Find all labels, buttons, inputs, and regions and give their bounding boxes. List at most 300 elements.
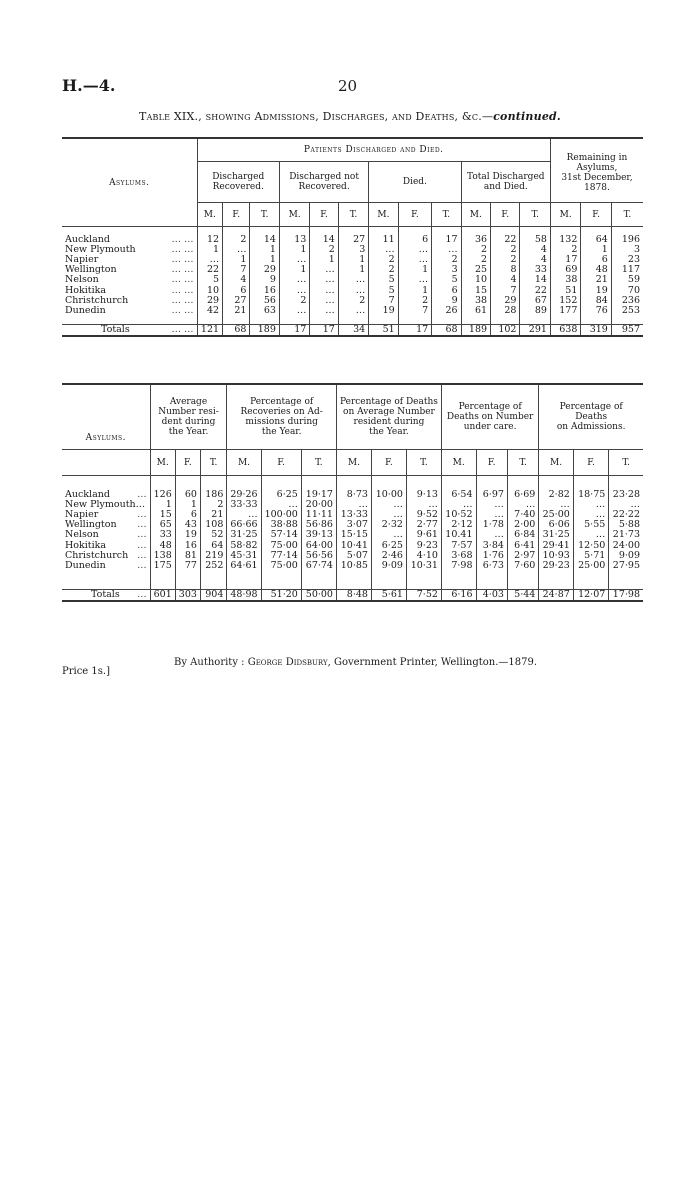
value-cell: 10·52 [441, 510, 476, 520]
spacer-cell [609, 571, 643, 589]
spacer-cell [573, 571, 609, 589]
asylum-name: Nelson [65, 529, 99, 541]
avg-label-2: Number resi- [158, 407, 219, 417]
spacer-cell [611, 316, 643, 324]
value-cell: 67 [520, 296, 550, 306]
value-cell: … [227, 510, 261, 520]
asylums-header-2: Asylums. [62, 384, 150, 450]
value-cell: 7·98 [441, 561, 476, 571]
value-cell: … [261, 500, 301, 510]
leader-dots: … … [171, 304, 194, 316]
asylum-name: Napier [65, 253, 99, 265]
average-resident-header [150, 384, 227, 450]
column-header-m: M. [539, 450, 573, 476]
totals-row [62, 589, 643, 601]
value-cell: 9·52 [406, 510, 441, 520]
value-cell: 29 [491, 296, 520, 306]
rec-label-2: Recoveries on Ad- [240, 407, 323, 417]
value-cell: … [338, 306, 368, 316]
asylum-name: Totals [91, 588, 120, 600]
avg-label-1: Average [169, 397, 208, 407]
value-cell: 24·00 [609, 541, 643, 551]
value-cell: 5·61 [371, 589, 406, 601]
value-cell: 2·32 [371, 520, 406, 530]
asylum-name: Napier [65, 508, 99, 520]
value-cell: 1 [250, 245, 279, 255]
spacer-cell [461, 316, 490, 324]
value-cell: 108 [200, 520, 226, 530]
value-cell: 70 [611, 286, 643, 296]
value-cell: 2 [369, 255, 398, 265]
value-cell: 3 [338, 245, 368, 255]
spacer-cell [371, 571, 406, 589]
asylum-name: New Plymouth [65, 243, 136, 255]
dr-label-1: Discharged [212, 172, 265, 182]
value-cell: 2·77 [406, 520, 441, 530]
value-cell: 319 [581, 324, 611, 336]
value-cell: 6 [432, 286, 461, 296]
asylum-name: Auckland [65, 488, 110, 500]
spacer-cell [336, 476, 371, 490]
value-cell: 638 [550, 324, 580, 336]
asylum-name: Auckland [65, 233, 110, 245]
value-cell: 20·00 [301, 500, 336, 510]
value-cell: … [310, 286, 338, 296]
value-cell: 27 [223, 296, 250, 306]
value-cell: 2 [432, 255, 461, 265]
value-cell: 50·00 [301, 589, 336, 601]
value-cell: 64 [200, 541, 226, 551]
leader-dots: … [137, 529, 147, 541]
value-cell: 5 [197, 275, 223, 285]
table-row [62, 265, 643, 275]
spacer-cell [62, 316, 197, 324]
value-cell: 13 [279, 235, 309, 245]
value-cell: 27·95 [609, 561, 643, 571]
column-header-t: T. [611, 203, 643, 227]
spacer-cell [200, 571, 226, 589]
value-cell: 27 [338, 235, 368, 245]
value-cell: 2 [310, 245, 338, 255]
asylum-name: Christchurch [65, 549, 129, 561]
title-continued: continued. [493, 110, 561, 123]
leader-dots: … … [171, 294, 194, 306]
table-title [0, 110, 700, 123]
value-cell: 22·22 [609, 510, 643, 520]
value-cell: 6·84 [507, 530, 538, 540]
value-cell: 10·93 [539, 551, 573, 561]
table-row [62, 561, 643, 571]
value-cell: 34 [338, 324, 368, 336]
value-cell: 11·11 [301, 510, 336, 520]
remaining-label-1: Remaining in [566, 153, 628, 163]
asylum-name: Wellington [65, 264, 117, 276]
spacer-cell [250, 316, 279, 324]
value-cell: 52 [200, 530, 226, 540]
value-cell: 5·55 [573, 520, 609, 530]
value-cell: … [476, 530, 507, 540]
value-cell: 236 [611, 296, 643, 306]
spacer-cell [261, 476, 301, 490]
asylum-name: Nelson [65, 274, 99, 286]
totals-row [62, 324, 643, 336]
dnr-label-1: Discharged not [289, 172, 359, 182]
printer-name: George Didsbury [247, 657, 328, 668]
value-cell: 21·73 [609, 530, 643, 540]
value-cell: 1 [398, 265, 432, 275]
value-cell: 89 [520, 306, 550, 316]
value-cell: … [573, 510, 609, 520]
spacer-cell [301, 571, 336, 589]
printer-authority-line [174, 657, 537, 668]
value-cell: 1 [250, 255, 279, 265]
value-cell: 10·85 [336, 561, 371, 571]
price-label: Price 1s.] [62, 666, 110, 677]
value-cell: … [371, 510, 406, 520]
leader-dots: … … [171, 233, 194, 245]
value-cell: 33·33 [227, 500, 261, 510]
deaths-under-care-header [441, 384, 538, 450]
value-cell: 10·00 [371, 490, 406, 500]
value-cell: 253 [611, 306, 643, 316]
value-cell: … [279, 306, 309, 316]
column-header-m: M. [150, 450, 175, 476]
column-header-t: T. [338, 203, 368, 227]
value-cell: 19 [581, 286, 611, 296]
value-cell: 3·07 [336, 520, 371, 530]
value-cell: 2·46 [371, 551, 406, 561]
rec-label-4: the Year. [261, 427, 302, 437]
value-cell: 5 [432, 275, 461, 285]
admissions-discharges-table [62, 137, 643, 337]
value-cell: 4 [223, 275, 250, 285]
value-cell: 13·33 [336, 510, 371, 520]
column-header-m: M. [227, 450, 261, 476]
value-cell: 65 [150, 520, 175, 530]
value-cell: 9 [250, 275, 279, 285]
value-cell: … [398, 255, 432, 265]
value-cell: 12·07 [573, 589, 609, 601]
spacer-cell [369, 316, 398, 324]
column-header-m: M. [197, 203, 223, 227]
leader-dots: … … [171, 274, 194, 286]
column-header-f: F. [581, 203, 611, 227]
leader-dots: … [137, 508, 147, 520]
value-cell: 132 [550, 235, 580, 245]
column-header-f: F. [175, 450, 200, 476]
tdd-label-2: and Died. [483, 182, 528, 192]
value-cell: 8 [491, 265, 520, 275]
value-cell: 196 [611, 235, 643, 245]
value-cell: 77·14 [261, 551, 301, 561]
value-cell: 9·23 [406, 541, 441, 551]
value-cell: 29·26 [227, 490, 261, 500]
column-header-t: T. [432, 203, 461, 227]
value-cell: 12·50 [573, 541, 609, 551]
remaining-label-2: Asylums, [576, 163, 618, 173]
value-cell: 17 [550, 255, 580, 265]
avg-label-3: dent during [161, 417, 216, 427]
asylum-name-cell [62, 561, 150, 571]
value-cell: 23 [611, 255, 643, 265]
value-cell: 175 [150, 561, 175, 571]
value-cell: 16 [250, 286, 279, 296]
asylum-name: Christchurch [65, 294, 129, 306]
value-cell: 6·69 [507, 490, 538, 500]
value-cell: 1 [175, 500, 200, 510]
value-cell: 22 [197, 265, 223, 275]
row-spacer [62, 476, 643, 490]
value-cell: 12 [197, 235, 223, 245]
spacer-cell [520, 316, 550, 324]
value-cell: 7·40 [507, 510, 538, 520]
value-cell: 7·57 [441, 541, 476, 551]
rec-label-3: missions during [245, 417, 318, 427]
value-cell: … [476, 510, 507, 520]
value-cell: 6·06 [539, 520, 573, 530]
value-cell: … [223, 245, 250, 255]
value-cell: 2 [461, 255, 490, 265]
column-header-t: T. [520, 203, 550, 227]
value-cell: 59 [611, 275, 643, 285]
patients-discharged-header: Patients Discharged and Died. [197, 138, 550, 162]
value-cell: 68 [223, 324, 250, 336]
recoveries-percentage-header [227, 384, 337, 450]
value-cell: 2 [338, 296, 368, 306]
spacer-cell [150, 571, 175, 589]
table-row [62, 255, 643, 265]
column-header-t: T. [200, 450, 226, 476]
value-cell: 25 [461, 265, 490, 275]
value-cell: … [310, 296, 338, 306]
leader-dots: … [137, 519, 147, 531]
column-header-t: T. [250, 203, 279, 227]
leader-dots: … [137, 488, 147, 500]
column-header-m: M. [461, 203, 490, 227]
spacer-cell [310, 316, 338, 324]
value-cell: 21 [200, 510, 226, 520]
spacer-cell [406, 571, 441, 589]
value-cell: … [371, 530, 406, 540]
value-cell: 4·10 [406, 551, 441, 561]
value-cell: 58·82 [227, 541, 261, 551]
table-row [62, 286, 643, 296]
column-header-m: M. [279, 203, 309, 227]
value-cell: 51·20 [261, 589, 301, 601]
value-cell: 84 [581, 296, 611, 306]
value-cell: 17 [279, 324, 309, 336]
value-cell: … [507, 500, 538, 510]
value-cell: 77 [175, 561, 200, 571]
value-cell: 25·00 [573, 561, 609, 571]
dav-label-2: on Average Number [343, 407, 435, 417]
spacer-cell [150, 476, 175, 490]
remaining-label-3: 31st December, [561, 173, 633, 183]
value-cell: … [279, 286, 309, 296]
page-reference: H.—4. [62, 76, 116, 95]
discharged-recovered-header [197, 162, 279, 203]
leader-dots: … … [171, 264, 194, 276]
spacer-cell [441, 571, 476, 589]
value-cell: … [369, 245, 398, 255]
dad-label-3: on Admissions. [556, 422, 626, 432]
value-cell: 4 [491, 275, 520, 285]
value-cell: 9·09 [609, 551, 643, 561]
asylum-name: Hokitika [65, 284, 107, 296]
value-cell: 1 [279, 265, 309, 275]
value-cell: 8·48 [336, 589, 371, 601]
table-row [62, 275, 643, 285]
dav-label-1: Percentage of Deaths [339, 397, 438, 407]
value-cell: 15 [150, 510, 175, 520]
value-cell: 957 [611, 324, 643, 336]
value-cell: … [310, 265, 338, 275]
value-cell: 1·78 [476, 520, 507, 530]
value-cell: 16 [175, 541, 200, 551]
spacer-cell [491, 316, 520, 324]
column-header-t: T. [609, 450, 643, 476]
value-cell: 601 [150, 589, 175, 601]
leader-dots: … [137, 539, 147, 551]
column-header-m: M. [441, 450, 476, 476]
value-cell: 75·00 [261, 561, 301, 571]
value-cell: 291 [520, 324, 550, 336]
value-cell: 189 [250, 324, 279, 336]
value-cell: 43 [175, 520, 200, 530]
asylum-name: Wellington [65, 519, 117, 531]
value-cell: 1 [398, 286, 432, 296]
spacer-cell [441, 476, 476, 490]
column-header-f: F. [371, 450, 406, 476]
value-cell: 6·97 [476, 490, 507, 500]
value-cell: 102 [491, 324, 520, 336]
value-cell: 2 [223, 235, 250, 245]
table-row [62, 245, 643, 255]
value-cell: 31·25 [539, 530, 573, 540]
value-cell: 6·16 [441, 589, 476, 601]
value-cell: 45·31 [227, 551, 261, 561]
value-cell: 14 [250, 235, 279, 245]
value-cell: 33 [520, 265, 550, 275]
value-cell: 177 [550, 306, 580, 316]
value-cell: … [371, 500, 406, 510]
value-cell: 1 [310, 255, 338, 265]
value-cell: 23·28 [609, 490, 643, 500]
tdd-label-1: Total Discharged [467, 172, 545, 182]
column-header-t: T. [301, 450, 336, 476]
value-cell: 2 [550, 245, 580, 255]
value-cell: 904 [200, 589, 226, 601]
value-cell: 6·73 [476, 561, 507, 571]
value-cell: 5·07 [336, 551, 371, 561]
value-cell: 10 [461, 275, 490, 285]
value-cell: 1 [279, 245, 309, 255]
value-cell: 36 [461, 235, 490, 245]
spacer-cell [609, 476, 643, 490]
value-cell: 17 [398, 324, 432, 336]
value-cell: 11 [369, 235, 398, 245]
discharged-not-recovered-header [279, 162, 368, 203]
value-cell: 42 [197, 306, 223, 316]
dnu-label-2: Deaths on Number [446, 412, 534, 422]
value-cell: 10·31 [406, 561, 441, 571]
value-cell: 8·73 [336, 490, 371, 500]
value-cell: 25·00 [539, 510, 573, 520]
deaths-on-average-header [336, 384, 441, 450]
value-cell: 1 [223, 255, 250, 265]
asylum-name: New Plymouth… [65, 498, 146, 510]
leader-dots: … [137, 588, 147, 600]
value-cell: 7·60 [507, 561, 538, 571]
asylum-name-cell [62, 589, 150, 601]
table-row [62, 490, 643, 500]
value-cell: … [338, 275, 368, 285]
asylum-name: Dunedin [65, 304, 106, 316]
value-cell: … [573, 530, 609, 540]
value-cell: 38 [550, 275, 580, 285]
row-spacer [62, 571, 643, 589]
value-cell: 1 [338, 255, 368, 265]
value-cell: 17 [432, 235, 461, 245]
spacer-cell [539, 476, 573, 490]
dnu-label-1: Percentage of [458, 402, 522, 412]
spacer-cell [336, 571, 371, 589]
value-cell: 22 [491, 235, 520, 245]
value-cell: 33 [150, 530, 175, 540]
leader-dots: … [137, 549, 147, 561]
value-cell: 5·88 [609, 520, 643, 530]
title-main: Table XIX., showing Admissions, Discharges, and Deaths, &c.— [139, 110, 494, 123]
asylum-name-cell [62, 324, 197, 336]
value-cell: 38·88 [261, 520, 301, 530]
value-cell: 186 [200, 490, 226, 500]
spacer-cell [338, 316, 368, 324]
value-cell: 75·00 [261, 541, 301, 551]
column-header-f: F. [223, 203, 250, 227]
value-cell: 28 [491, 306, 520, 316]
spacer-cell [175, 571, 200, 589]
asylum-name: Totals [101, 323, 130, 335]
value-cell: 69 [550, 265, 580, 275]
value-cell: … [310, 275, 338, 285]
dav-label-3: resident during [353, 417, 425, 427]
spacer-cell [200, 476, 226, 490]
value-cell: 21 [223, 306, 250, 316]
header-spacer [62, 450, 150, 476]
value-cell: 19 [175, 530, 200, 540]
value-cell: 17 [310, 324, 338, 336]
value-cell: 2·12 [441, 520, 476, 530]
value-cell: 6 [581, 255, 611, 265]
spacer-cell [476, 476, 507, 490]
value-cell: 1·76 [476, 551, 507, 561]
value-cell: 1 [338, 265, 368, 275]
total-discharged-died-header [461, 162, 550, 203]
value-cell: 138 [150, 551, 175, 561]
spacer-cell [573, 476, 609, 490]
value-cell: 2 [200, 500, 226, 510]
spacer-cell [432, 316, 461, 324]
value-cell: 64·00 [301, 541, 336, 551]
column-header-f: F. [573, 450, 609, 476]
value-cell: 1 [197, 245, 223, 255]
leader-dots: … … [171, 253, 194, 265]
remaining-header [550, 138, 643, 203]
value-cell: 3·84 [476, 541, 507, 551]
value-cell: 7 [398, 306, 432, 316]
spacer-cell [476, 571, 507, 589]
table-row [62, 235, 643, 245]
